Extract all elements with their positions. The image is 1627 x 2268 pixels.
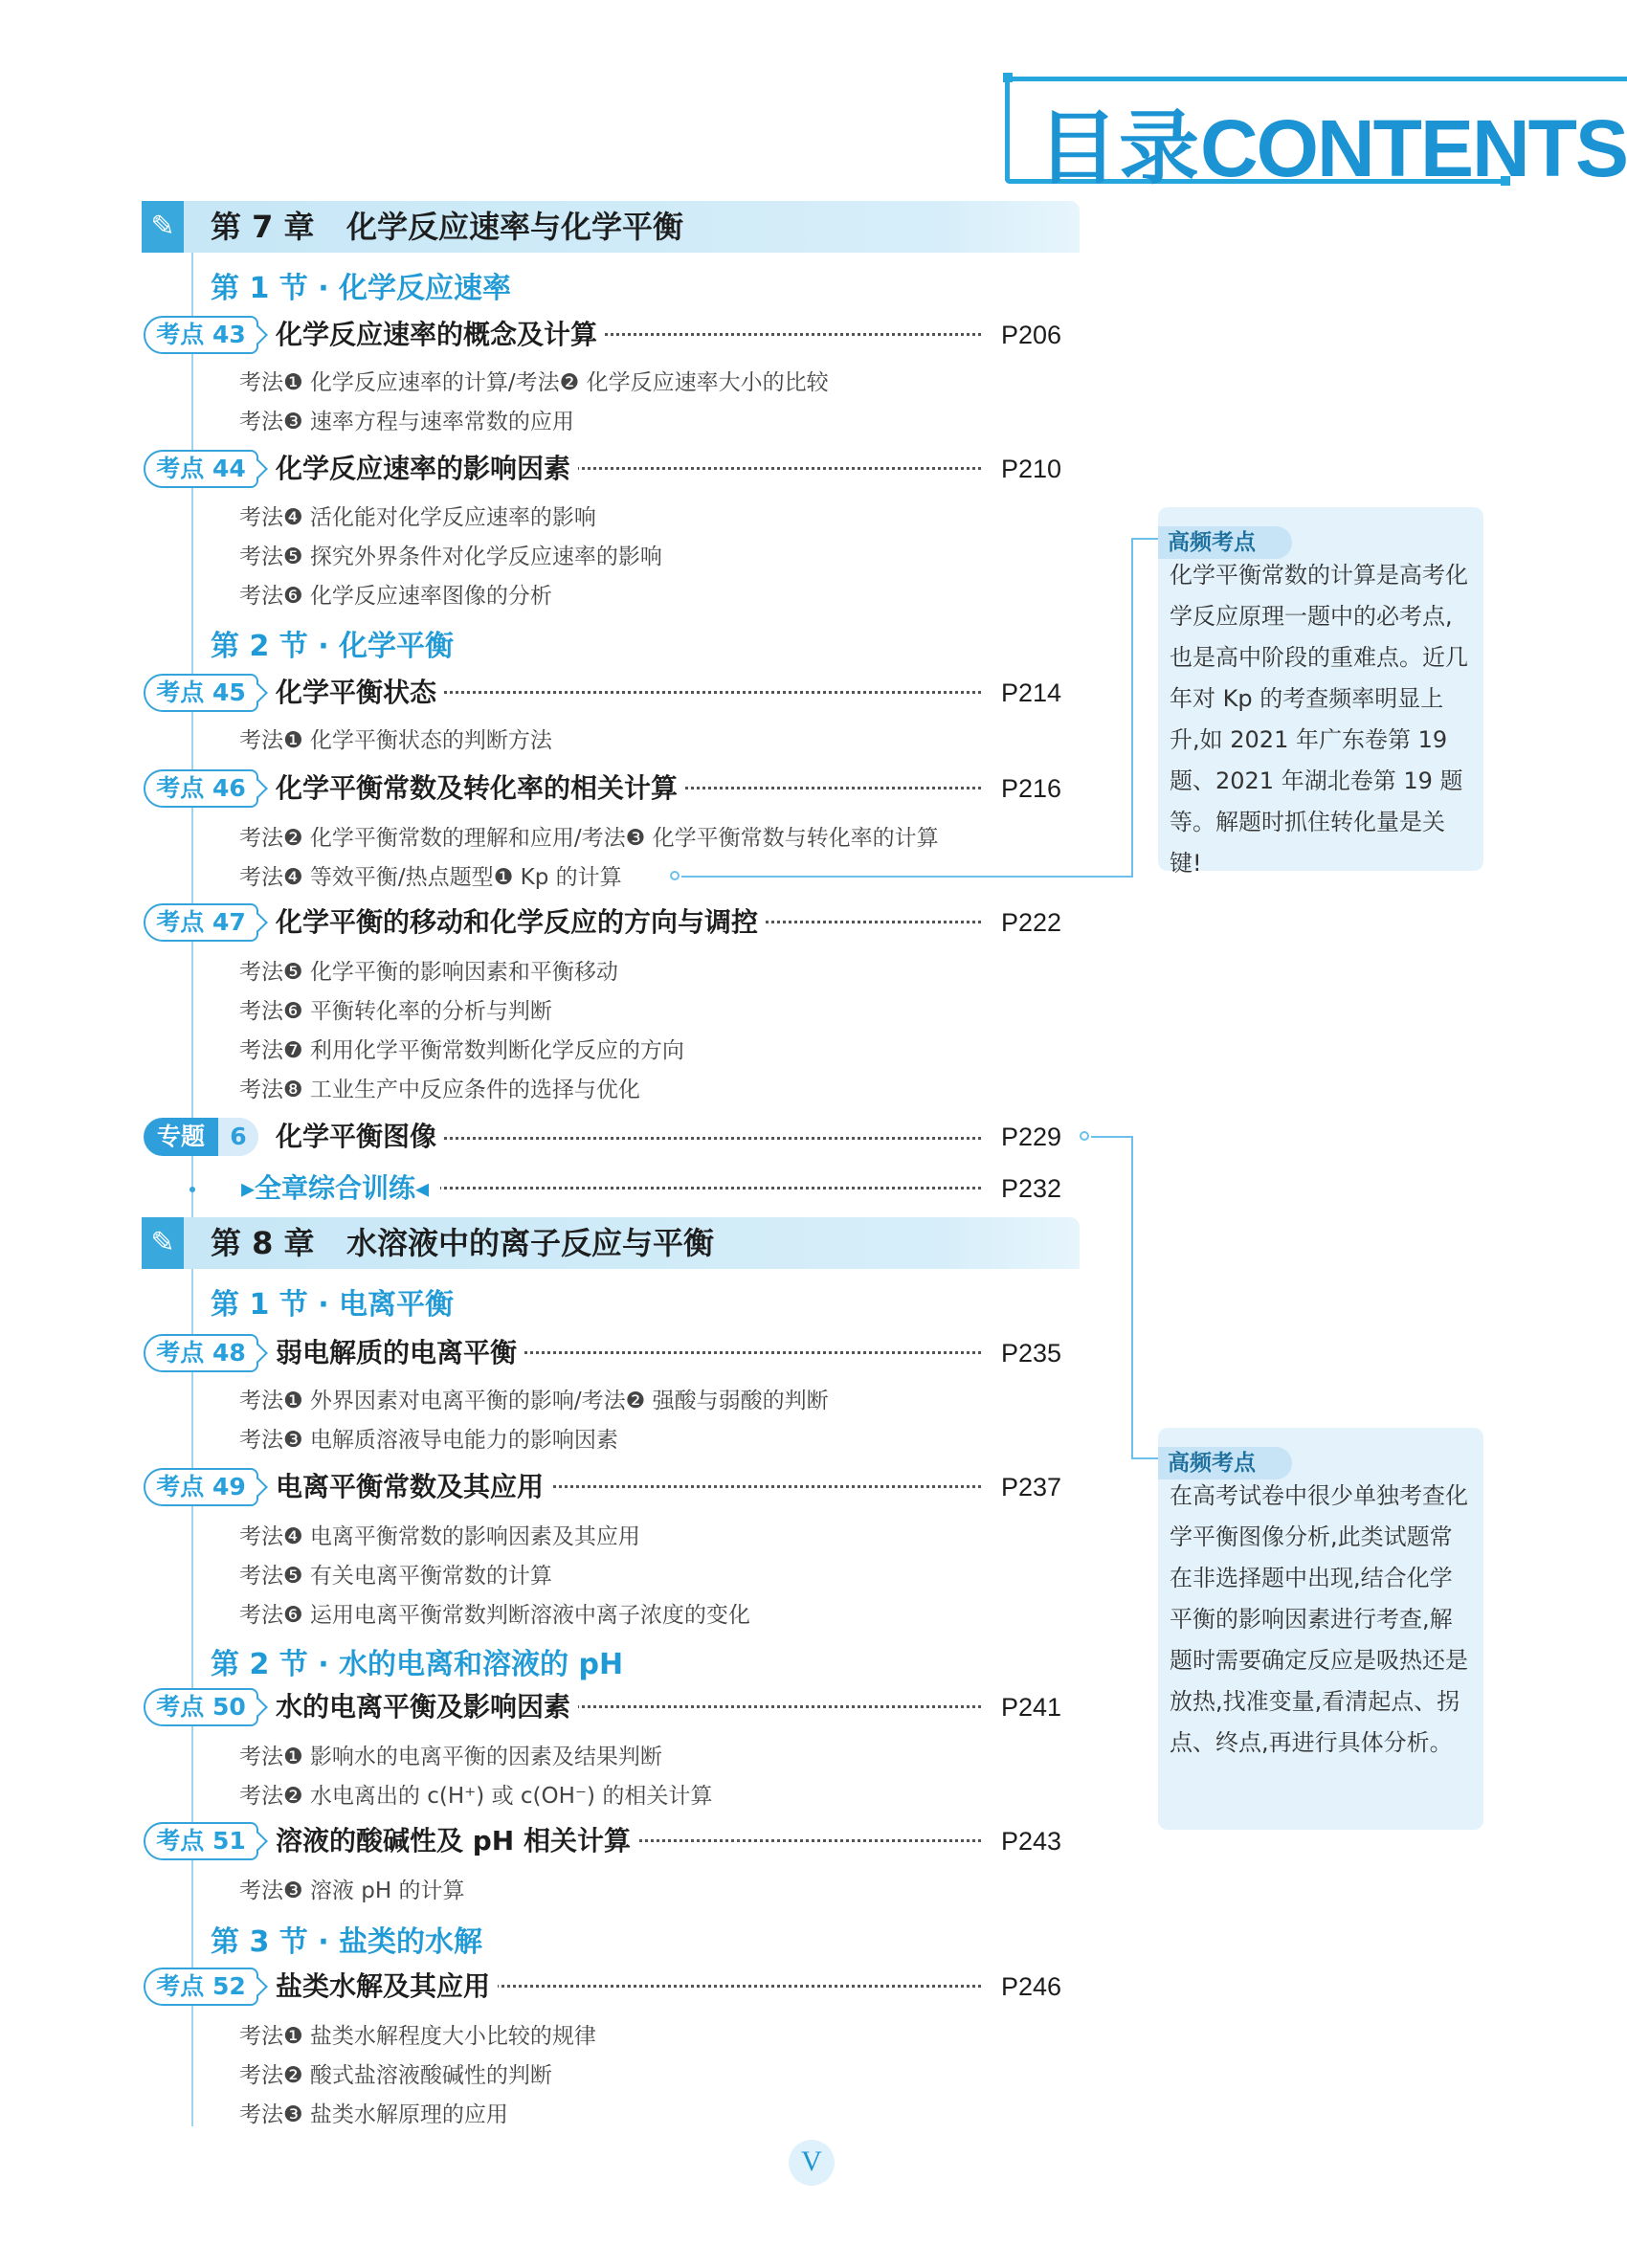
topic-badge: 考点 46 [144,769,258,808]
page-ref[interactable]: P232 [995,1169,1061,1208]
topic-title[interactable]: 化学反应速率的影响因素 [276,450,578,488]
section-heading[interactable]: 第 1 节 · 电离平衡 [211,1288,455,1322]
method-item: 考法❶ 外界因素对电离平衡的影响/考法❷ 强酸与弱酸的判断 [239,1389,829,1413]
chapter-heading[interactable]: 第 7 章 化学反应速率与化学平衡 [211,209,683,245]
method-item: 考法❹ 电离平衡常数的影响因素及其应用 [239,1524,640,1549]
connector-line [1131,538,1133,878]
page-ref[interactable]: P214 [995,674,1061,712]
page-ref[interactable]: P206 [995,316,1061,354]
timeline-dot [189,1187,195,1192]
title-cn: 目录 [1037,101,1201,195]
topic-badge: 考点 47 [144,903,258,942]
page-ref[interactable]: P237 [995,1468,1061,1506]
topic-title[interactable]: 弱电解质的电离平衡 [276,1334,524,1372]
connector-line [1131,538,1158,540]
method-item: 考法❽ 工业生产中反应条件的选择与优化 [239,1078,640,1102]
page-ref[interactable]: P235 [995,1334,1061,1372]
header-bracket [1005,77,1010,184]
topic-title[interactable]: 水的电离平衡及影响因素 [276,1688,578,1726]
note-text: 在高考试卷中很少单独考查化学平衡图像分析,此类试题常在非选择题中出现,结合化学平衡的影响因素进行考查,解题时需要确定反应是吸热还是放热,找准变量,看清起点、拐点、终点,再进行具体分析。 [1170,1482,1468,1756]
topic-badge: 考点 51 [144,1822,258,1860]
side-note [1158,1428,1483,1830]
page-ref[interactable]: P210 [995,450,1061,488]
connector-line [681,876,1131,878]
note-label: 高频考点 [1158,1447,1292,1479]
chapter-icon: ✎ [142,201,184,253]
connector-dot [670,871,680,880]
method-item: 考法❶ 盐类水解程度大小比较的规律 [239,2024,596,2049]
page-ref[interactable]: P243 [995,1822,1061,1860]
method-item: 考法❻ 平衡转化率的分析与判断 [239,999,552,1024]
method-item: 考法❹ 活化能对化学反应速率的影响 [239,505,596,530]
connector-line [1131,1457,1158,1459]
section-heading[interactable]: 第 3 节 · 盐类的水解 [211,1925,483,1959]
method-item: 考法❷ 化学平衡常数的理解和应用/考法❸ 化学平衡常数与转化率的计算 [239,826,939,851]
special-topic-title[interactable]: 化学平衡图像 [276,1118,444,1156]
method-item: 考法❷ 水电离出的 c(H⁺) 或 c(OH⁻) 的相关计算 [239,1784,713,1809]
connector-dot [1080,1131,1089,1141]
topic-title[interactable]: 电离平衡常数及其应用 [276,1468,551,1506]
method-item: 考法❻ 运用电离平衡常数判断溶液中离子浓度的变化 [239,1603,750,1628]
chapter-review-title[interactable]: ▸全章综合训练◂ [241,1169,440,1208]
method-item: 考法❷ 酸式盐溶液酸碱性的判断 [239,2063,552,2088]
method-item: 考法❸ 溶液 pH 的计算 [239,1879,465,1903]
section-heading[interactable]: 第 2 节 · 水的电离和溶液的 pH [211,1648,624,1681]
page-ref[interactable]: P222 [995,903,1061,942]
method-item: 考法❼ 利用化学平衡常数判断化学反应的方向 [239,1038,684,1063]
special-topic-badge [144,1118,258,1156]
page-ref[interactable]: P246 [995,1968,1061,2006]
header-corner-mark [1003,73,1013,82]
method-item: 考法❺ 有关电离平衡常数的计算 [239,1564,552,1589]
page-number-badge [781,2132,842,2193]
page-ref[interactable]: P229 [995,1118,1061,1156]
topic-title[interactable]: 化学平衡常数及转化率的相关计算 [276,769,685,808]
header-rule [1005,77,1627,81]
page-ref[interactable]: P216 [995,769,1061,808]
section-heading[interactable]: 第 1 节 · 化学反应速率 [211,272,512,305]
note-label: 高频考点 [1158,526,1292,559]
note-text: 化学平衡常数的计算是高考化学反应原理一题中的必考点,也是高中阶段的重难点。近几年对 Kp 的考查频率明显上升,如 2021 年广东卷第 19 题、2021 年湖北卷第 19 题等。解题时抓住转化量是关键! [1170,562,1468,877]
topic-title[interactable]: 化学平衡的移动和化学反应的方向与调控 [276,903,766,942]
topic-badge: 考点 43 [144,316,258,354]
method-item: 考法❶ 化学反应速率的计算/考法❷ 化学反应速率大小的比较 [239,370,829,395]
method-item: 考法❻ 化学反应速率图像的分析 [239,584,552,609]
topic-title[interactable]: 化学平衡状态 [276,674,444,712]
topic-title[interactable]: 化学反应速率的概念及计算 [276,316,605,354]
method-item: 考法❶ 化学平衡状态的判断方法 [239,728,552,753]
method-item: 考法❸ 电解质溶液导电能力的影响因素 [239,1428,618,1453]
connector-line [1091,1136,1131,1138]
method-item: 考法❸ 盐类水解原理的应用 [239,2102,508,2127]
topic-title[interactable]: 盐类水解及其应用 [276,1968,498,2006]
method-item: 考法❸ 速率方程与速率常数的应用 [239,410,574,434]
topic-badge: 考点 50 [144,1688,258,1726]
page-ref[interactable]: P241 [995,1688,1061,1726]
topic-badge: 考点 44 [144,450,258,488]
contents-header [1005,77,1627,195]
page-number: V [801,2146,822,2177]
special-badge-label: 专题 [144,1118,218,1156]
section-heading[interactable]: 第 2 节 · 化学平衡 [211,630,455,663]
side-note [1158,507,1483,877]
method-item: 考法❺ 化学平衡的影响因素和平衡移动 [239,960,618,985]
topic-title[interactable]: 溶液的酸碱性及 pH 相关计算 [276,1822,638,1860]
title-en: CONTENTS [1200,103,1627,193]
special-badge-number: 6 [218,1118,258,1156]
connector-line [1131,1136,1133,1459]
topic-badge: 考点 48 [144,1334,258,1372]
method-item: 考法❹ 等效平衡/热点题型❶ Kp 的计算 [239,865,622,890]
topic-badge: 考点 49 [144,1468,258,1506]
topic-badge: 考点 45 [144,674,258,712]
method-item: 考法❶ 影响水的电离平衡的因素及结果判断 [239,1745,662,1769]
chapter-icon: ✎ [142,1217,184,1269]
method-item: 考法❺ 探究外界条件对化学反应速率的影响 [239,545,662,569]
chapter-heading[interactable]: 第 8 章 水溶液中的离子反应与平衡 [211,1225,714,1261]
page-title [1037,84,1627,200]
topic-badge: 考点 52 [144,1968,258,2006]
